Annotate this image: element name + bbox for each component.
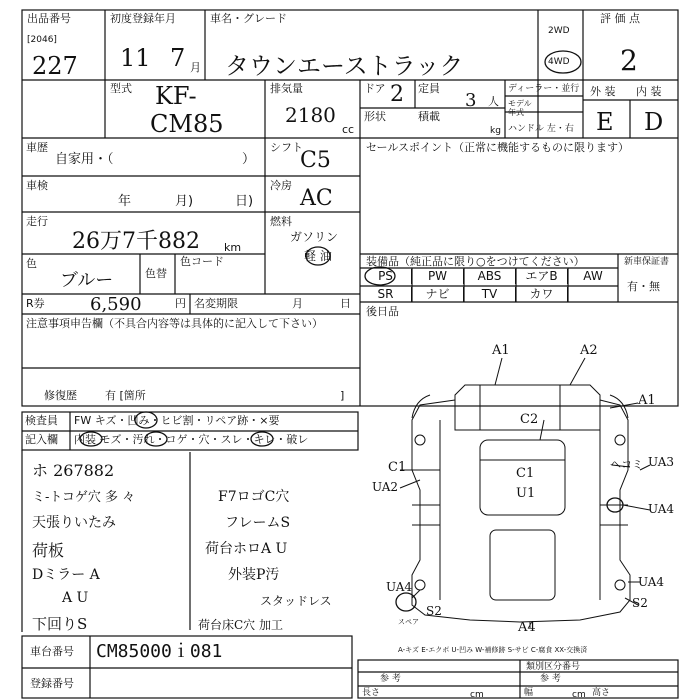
drive-4wd: 4WD xyxy=(548,57,570,67)
equip-sr: SR xyxy=(360,287,412,302)
remark-right-1: F7ロゴC穴 xyxy=(218,489,290,505)
lot-number-label: 出品番号 xyxy=(27,12,71,25)
mark-s2-left: S2 xyxy=(426,604,442,618)
spec-class-label: 類別区分番号 xyxy=(526,662,581,672)
first-registration-label: 初度登録年月 xyxy=(110,12,176,25)
equip-abs: ABS xyxy=(464,269,516,284)
recycle-label: R券 xyxy=(26,297,45,310)
remark-left-6: A U xyxy=(62,590,89,606)
exterior-label: 外 装 xyxy=(590,85,616,98)
first-registration-month: 7 xyxy=(170,44,186,72)
mark-c1-center: C1 xyxy=(516,466,535,481)
mark-dent: ヘコミ xyxy=(610,458,643,471)
after-items-label: 後日品 xyxy=(366,305,399,318)
fuel-choice: 軽 油 xyxy=(304,249,332,263)
height-label: 高さ xyxy=(592,688,611,698)
fuel-label: 燃料 xyxy=(270,215,292,228)
use-value: 自家用・（ xyxy=(55,152,114,167)
new-warranty-value: 有・無 xyxy=(627,280,660,293)
shift-label: シフト xyxy=(270,141,303,154)
yen-unit: 円 xyxy=(175,297,186,310)
color-code-label: 色コード xyxy=(180,255,224,268)
exterior-grade: E xyxy=(596,108,614,136)
color-no-label: 色替 xyxy=(145,267,167,280)
capacity-value: 3 xyxy=(465,90,477,111)
model-line-2: CM85 xyxy=(150,110,224,138)
remark-left-3: 天張りいたみ xyxy=(32,515,116,531)
remark-right-4: 外装P汚 xyxy=(228,567,280,583)
remark-left-5: Dミラー A xyxy=(32,567,100,583)
recycle-date-label: 名変期限 xyxy=(194,297,238,310)
length-label: 長さ xyxy=(362,688,381,698)
remark-right-6: 荷台床C穴 加工 xyxy=(198,618,283,632)
remark-left-1: ホ 267882 xyxy=(32,461,115,480)
length-cm: cm xyxy=(470,690,484,700)
car-name: タウンエーストラック xyxy=(225,52,464,80)
equip-ps: PS xyxy=(360,269,412,284)
shaken-day: 日) xyxy=(235,194,254,209)
width-label: 幅 xyxy=(524,688,534,698)
mark-ua2: UA2 xyxy=(372,480,399,494)
grade-value: 2 xyxy=(620,44,638,77)
mark-u1-center: U1 xyxy=(516,486,536,501)
spare-label: スペア xyxy=(398,618,419,626)
door-value: 2 xyxy=(390,82,404,107)
shape-label: 形状 xyxy=(364,110,386,123)
repair-value: 有 [箇所 xyxy=(105,389,146,402)
first-registration-year: 11 xyxy=(120,44,151,72)
mark-a1-front: A1 xyxy=(492,343,510,358)
mileage-label: 走行 xyxy=(26,215,48,228)
damage-legend: A-キズ E-エクボ U-凹み W-補修跡 S-サビ C-腐食 XX-交換済 xyxy=(398,646,588,654)
model-year-label: モデル年式 xyxy=(508,99,532,117)
reference-label-2: 参 考 xyxy=(540,674,561,684)
inspection-line-2: 内装 モズ・汚れ・コゲ・穴・スレ・キレ・破レ xyxy=(74,433,309,446)
interior-grade: D xyxy=(644,108,664,136)
registration-label: 登録番号 xyxy=(30,677,74,690)
remark-right-2: フレームS xyxy=(225,515,291,531)
kg-unit: kg xyxy=(490,126,501,136)
mark-ua4-right: UA4 xyxy=(648,502,675,516)
equip-pw: PW xyxy=(412,269,464,284)
color-label: 色 xyxy=(26,257,37,270)
load-label: 積載 xyxy=(418,110,440,123)
displacement-label: 排気量 xyxy=(270,82,303,95)
record-label: 記入欄 xyxy=(25,433,58,446)
inspector-label: 検査員 xyxy=(25,414,58,427)
cc-unit: cc xyxy=(342,123,355,136)
repair-close: ] xyxy=(340,389,345,402)
fuel-value: ガソリン xyxy=(290,230,339,244)
person-unit: 人 xyxy=(488,95,499,108)
repair-label: 修復歴 xyxy=(44,389,77,402)
car-name-label: 車名・グレード xyxy=(210,12,287,25)
use-label: 車歴 xyxy=(26,141,48,154)
drive-2wd: 2WD xyxy=(548,26,570,36)
mark-s2-right: S2 xyxy=(632,596,648,610)
interior-label: 内 装 xyxy=(636,85,662,98)
mark-ua4-rear-right: UA4 xyxy=(638,575,665,589)
mark-c1-left: C1 xyxy=(388,460,407,475)
grade-label: 評 価 点 xyxy=(600,12,640,25)
remark-right-5: スタッドレス xyxy=(260,594,332,608)
lot-code: [2046] xyxy=(27,35,57,45)
equip-airbag: エアB xyxy=(516,269,568,284)
mark-a1-right: A1 xyxy=(638,393,656,408)
displacement-value: 2180 xyxy=(285,103,336,127)
mileage-value: 26万7千882 xyxy=(72,229,200,254)
equip-navi: ナビ xyxy=(412,287,464,302)
equipment-label: 装備品（純正品に限り○をつけてください） xyxy=(366,255,585,268)
equip-tv: TV xyxy=(464,287,516,302)
width-cm: cm xyxy=(572,690,586,700)
dealer-label: ディーラー・並行 xyxy=(508,84,580,94)
color-value: ブルー xyxy=(60,270,114,291)
model-label: 型式 xyxy=(110,82,132,95)
shaken-year: 年 xyxy=(118,194,132,209)
ac-label: 冷房 xyxy=(270,179,292,192)
equipment-row-2 xyxy=(360,287,618,302)
handle-label: ハンドル 左・右 xyxy=(508,124,574,134)
use-close: ） xyxy=(242,152,256,167)
month-unit: 月 xyxy=(190,61,201,74)
recycle-day: 日 xyxy=(340,297,351,310)
km-unit: km xyxy=(224,241,242,254)
remark-left-2: ミ-トコゲ穴 多 々 xyxy=(32,490,136,505)
reference-label: 参 考 xyxy=(380,674,401,684)
mark-ua3: UA3 xyxy=(648,455,675,469)
chassis-label: 車台番号 xyxy=(30,645,74,658)
new-warranty-label: 新車保証書 xyxy=(624,257,670,267)
equip-aw: AW xyxy=(583,269,603,283)
door-label: ドア xyxy=(364,82,386,95)
chassis-number: CM85000ｉ081 xyxy=(96,641,223,662)
mark-ua4-rear-left: UA4 xyxy=(386,580,413,594)
remark-left-7: 下回りS xyxy=(32,615,88,633)
mark-c2: C2 xyxy=(520,412,539,427)
shift-value: C5 xyxy=(300,148,331,173)
lot-number: 227 xyxy=(32,52,78,80)
recycle-value: 6,590 xyxy=(90,294,142,315)
ac-value: AC xyxy=(300,186,333,211)
capacity-label: 定員 xyxy=(418,82,440,95)
remark-right-3: 荷台ホロA U xyxy=(205,541,288,557)
shaken-month: 月) xyxy=(175,194,194,209)
remark-left-4: 荷板 xyxy=(32,541,65,560)
sales-point-label: セールスポイント（正常に機能するものに限ります） xyxy=(366,141,630,154)
mark-a4-rear: A4 xyxy=(518,620,536,635)
notes-label: 注意事項申告欄（不具合内容等は具体的に記入して下さい） xyxy=(26,317,323,330)
recycle-month: 月 xyxy=(292,297,303,310)
mark-a2-front: A2 xyxy=(580,343,598,358)
equipment-row-1 xyxy=(360,269,618,286)
shaken-label: 車検 xyxy=(26,179,48,192)
equip-leather: カワ xyxy=(516,287,568,302)
inspection-line-1: FW キズ・凹み・ヒビ割・リペア跡・×要 xyxy=(74,414,280,427)
model-line-1: KF- xyxy=(155,82,197,110)
